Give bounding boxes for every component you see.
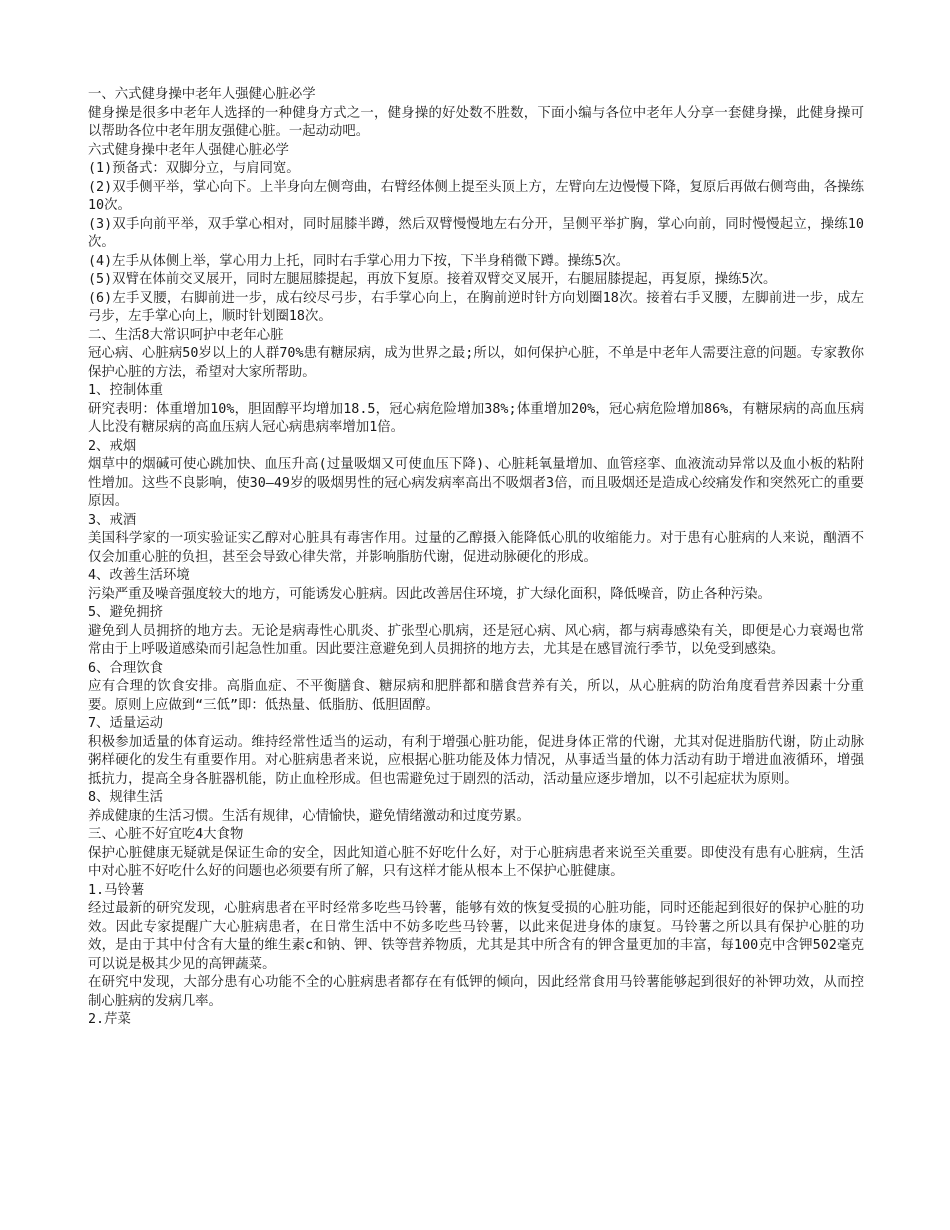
exercise-step-6: (6)左手叉腰，右脚前进一步，成右绞尽弓步，右手掌心向上，在胸前逆时针方向划圈18次。接着右手叉腰，左脚前进一步，成左弓步，左手掌心向上，顺时针划圈18次。 [88, 290, 864, 324]
paragraph: 污染严重及噪音强度较大的地方，可能诱发心脏病。因此改善居住环境，扩大绿化面积，降低噪音，防止各种污染。 [88, 586, 771, 602]
paragraph: 美国科学家的一项实验证实乙醇对心脏具有毒害作用。过量的乙醇摄入能降低心肌的收缩能力。对于患有心脏病的人来说，酗酒不仅会加重心脏的负担，甚至会导致心律失常，并影响脂肪代谢，促进动脉硬化的形成。 [88, 531, 864, 565]
paragraph: 健身操是很多中老年人选择的一种健身方式之一，健身操的好处数不胜数，下面小编与各位中老年人分享一套健身操，此健身操可以帮助各位中老年朋友强健心脏。一起动动吧。 [88, 105, 864, 139]
section-heading-3: 三、心脏不好宜吃4大食物 [88, 827, 244, 842]
item-heading: 5、避免拥挤 [88, 605, 164, 620]
item-heading: 7、适量运动 [88, 716, 164, 731]
paragraph: 冠心病、心脏病50岁以上的人群70%患有糖尿病，成为世界之最;所以，如何保护心脏，不单是中老年人需要注意的问题。专家教你保护心脏的方法，希望对大家所帮助。 [88, 346, 864, 380]
exercise-step-2: (2)双手侧平举，掌心向下。上半身向左侧弯曲，右臂经体侧上提至头顶上方，左臂向左边慢慢下降，复原后再做右侧弯曲，各操练10次。 [88, 179, 864, 213]
item-heading: 1.马铃薯 [88, 882, 145, 898]
item-heading: 2.芹菜 [88, 1012, 131, 1027]
item-heading: 8、规律生活 [88, 790, 164, 805]
item-heading: 3、戒酒 [88, 512, 137, 528]
paragraph: 避免到人员拥挤的地方去。无论是病毒性心肌炎、扩张型心肌病，还是冠心病、风心病，都与病毒感染有关，即便是心力衰竭也常常由于上呼吸道感染而引起急性加重。因此要注意避免到人员拥挤的地方去，尤其是在感冒流行季节，以免受到感染。 [88, 623, 864, 657]
item-heading: 6、合理饮食 [88, 660, 164, 676]
exercise-step-5: (5)双臂在体前交叉展开，同时左腿屈膝提起，再放下复原。接着双臂交叉展开，右腿屈膝提起，再复原，操练5次。 [88, 272, 777, 287]
paragraph: 烟草中的烟碱可使心跳加快、血压升高(过量吸烟又可使血压下降)、心脏耗氧量增加、血管痉挛、血液流动异常以及血小板的粘附性增加。这些不良影响，使30—49岁的吸烟男性的冠心病发病率高出不吸烟者3倍，而且吸烟还是造成心绞痛发作和突然死亡的重要原因。 [88, 457, 864, 509]
paragraph: 应有合理的饮食安排。高脂血症、不平衡膳食、糖尿病和肥胖都和膳食营养有关，所以，从心脏病的防治角度看营养因素十分重要。原则上应做到“三低”即：低热量、低脂肪、低胆固醇。 [88, 679, 864, 713]
exercise-step-4: (4)左手从体侧上举，掌心用力上托，同时右手掌心用力下按，下半身稍微下蹲。操练5次。 [88, 253, 630, 269]
paragraph: 研究表明：体重增加10%，胆固醇平均增加18.5，冠心病危险增加38%;体重增加20%，冠心病危险增加86%，有糖尿病的高血压病人比没有糖尿病的高血压病人冠心病患病率增加1倍。 [88, 401, 864, 435]
section-heading-2: 二、生活8大常识呵护中老年心脏 [88, 327, 284, 343]
exercise-step-3: (3)双手向前平举，双手掌心相对，同时屈膝半蹲，然后双臂慢慢地左右分开，呈侧平举扩胸，掌心向前，同时慢慢起立，操练10次。 [88, 216, 864, 250]
paragraph: 在研究中发现，大部分患有心功能不全的心脏病患者都存在有低钾的倾向，因此经常食用马铃薯能够起到很好的补钾功效，从而控制心脏病的发病几率。 [88, 975, 864, 1009]
item-heading: 2、戒烟 [88, 438, 137, 454]
subheading: 六式健身操中老年人强健心脏必学 [88, 142, 289, 158]
item-heading: 1、控制体重 [88, 383, 164, 398]
paragraph: 积极参加适量的体育运动。维持经常性适当的运动，有利于增强心脏功能，促进身体正常的代谢，尤其对促进脂肪代谢，防止动脉粥样硬化的发生有重要作用。对心脏病患者来说，应根据心脏功能及体力情况，从事适当量的体力活动有助于增进血液循环，增强抵抗力，提高全身各脏器机能，防止血栓形成。但也需避免过于剧烈的活动，活动量应逐步增加，以不引起症状为原则。 [88, 734, 864, 787]
item-heading: 4、改善生活环境 [88, 568, 190, 583]
paragraph: 经过最新的研究发现，心脏病患者在平时经常多吃些马铃薯，能够有效的恢复受损的心脏功能，同时还能起到很好的保护心脏的功效。因此专家提醒广大心脏病患者，在日常生活中不妨多吃些马铃薯，以此来促进身体的康复。马铃薯之所以具有保护心脏的功效，是由于其中付含有大量的维生素c和钠、钾、铁等营养物质，尤其是其中所含有的钾含量更加的丰富，每100克中含钾502毫克可以说是极其少见的高钾蔬菜。 [88, 901, 864, 972]
section-heading-1: 一、六式健身操中老年人强健心脏必学 [88, 87, 316, 102]
paragraph: 养成健康的生活习惯。生活有规律，心情愉快，避免情绪激动和过度劳累。 [88, 808, 530, 824]
exercise-step-1: (1)预备式：双脚分立，与肩同宽。 [88, 161, 300, 176]
paragraph: 保护心脏健康无疑就是保证生命的安全，因此知道心脏不好吃什么好，对于心脏病患者来说至关重要。即使没有患有心脏病，生活中对心脏不好吃什么好的问题也必须要有所了解，只有这样才能从根本上不保护心脏健康。 [88, 845, 864, 879]
